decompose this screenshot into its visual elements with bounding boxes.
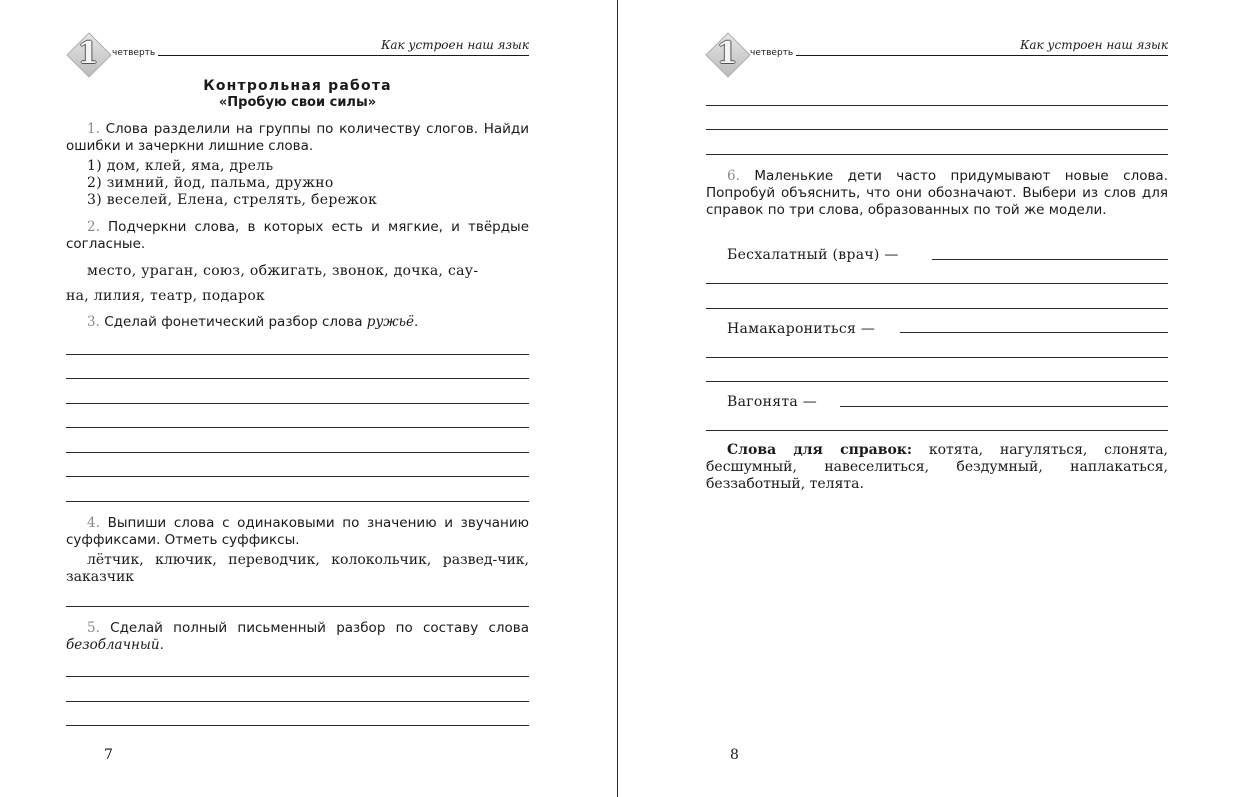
task-1 (66, 121, 529, 155)
task-number: 4. (87, 515, 100, 531)
task-4 (66, 515, 529, 549)
task-word: ружьё (366, 314, 414, 330)
answer-line[interactable] (706, 154, 1168, 155)
quarter-number: 1 (77, 36, 99, 71)
task-2-words-line-1: место, ураган, союз, обжигать, звонок, дочка, сау- (87, 263, 479, 279)
task-text: Выпиши слова с одинаковыми по значению и звучанию суффиксами. Отметь суффиксы. (66, 515, 529, 548)
invented-word-3: Вагонята — (727, 394, 818, 410)
task-text: Маленькие дети часто придумывают новые слова. Попробуй объяснить, что они обозначают. Выбери из слов для справок по три слова, образованных по той же модели. (706, 168, 1168, 218)
answer-line[interactable] (706, 283, 1168, 284)
answer-line[interactable] (66, 476, 529, 477)
left-page (0, 0, 617, 797)
task-5: 5. Сделай полный письменный разбор по составу слова безоблачный. (66, 620, 529, 653)
task-number: 3. (87, 314, 100, 330)
page-number: 7 (104, 747, 113, 763)
header-rule (796, 55, 1168, 56)
word-group-3: 3) веселей, Елена, стрелять, бережок (87, 192, 378, 208)
reference-words (706, 442, 1168, 493)
answer-line[interactable] (706, 381, 1168, 382)
answer-line[interactable] (66, 701, 529, 702)
reference-text: котята, нагуляться, слонята, бесшумный, навеселиться, бездумный, наплакаться, беззаботный, телята. (706, 442, 1169, 492)
quarter-label: четверть (112, 48, 156, 58)
task-2-words-line-2: на, лилия, театр, подарок (66, 288, 266, 304)
task-4-words: лётчик, ключик, переводчик, колокольчик, развед-чик, заказчик (66, 552, 529, 585)
page-number: 8 (730, 747, 739, 763)
task-number: 5. (87, 620, 100, 636)
answer-line[interactable] (66, 378, 529, 379)
word-group-2: 2) зимний, йод, пальма, дружно (87, 175, 334, 191)
answer-line[interactable] (66, 606, 529, 607)
task-2 (66, 219, 529, 253)
right-page (618, 0, 1235, 797)
invented-word-2: Намакарониться — (727, 321, 876, 337)
section-title: Как устроен наш язык (1020, 38, 1168, 52)
answer-line[interactable] (706, 129, 1168, 130)
invented-word-1: Бесхалатный (врач) — (727, 247, 899, 263)
answer-line[interactable] (900, 332, 1168, 333)
answer-line[interactable] (66, 354, 529, 355)
answer-line[interactable] (66, 427, 529, 428)
task-number: 2. (87, 219, 100, 235)
answer-line[interactable] (932, 259, 1168, 260)
answer-line[interactable] (706, 308, 1168, 309)
page-subtitle: «Пробую свои силы» (218, 95, 377, 110)
task-text: Сделай полный письменный разбор по составу слова (110, 620, 529, 636)
answer-line[interactable] (840, 406, 1168, 407)
answer-line[interactable] (706, 105, 1168, 106)
task-word: безоблачный (66, 637, 160, 653)
answer-line[interactable] (66, 725, 529, 726)
quarter-label: четверть (750, 48, 794, 58)
answer-line[interactable] (66, 501, 529, 502)
task-3: 3. Сделай фонетический разбор слова ружьё. (87, 314, 419, 330)
answer-line[interactable] (66, 676, 529, 677)
task-number: 6. (727, 168, 740, 184)
page-title: Контрольная работа (203, 78, 392, 94)
answer-line[interactable] (66, 452, 529, 453)
word-group-1: 1) дом, клей, яма, дрель (87, 158, 274, 174)
answer-line[interactable] (66, 403, 529, 404)
task-6 (706, 168, 1168, 219)
task-text: Слова разделили на группы по количеству слогов. Найди ошибки и зачеркни лишние слова. (66, 121, 529, 154)
quarter-number: 1 (716, 36, 738, 71)
answer-line[interactable] (706, 357, 1168, 358)
header-rule (158, 55, 529, 56)
reference-label: Слова для справок: (727, 442, 913, 458)
section-title: Как устроен наш язык (381, 38, 529, 52)
task-number: 1. (87, 121, 100, 137)
answer-line[interactable] (706, 430, 1168, 431)
task-text: Подчеркни слова, в которых есть и мягкие, и твёрдые согласные. (66, 219, 530, 252)
task-text: Сделай фонетический разбор слова (104, 314, 367, 330)
